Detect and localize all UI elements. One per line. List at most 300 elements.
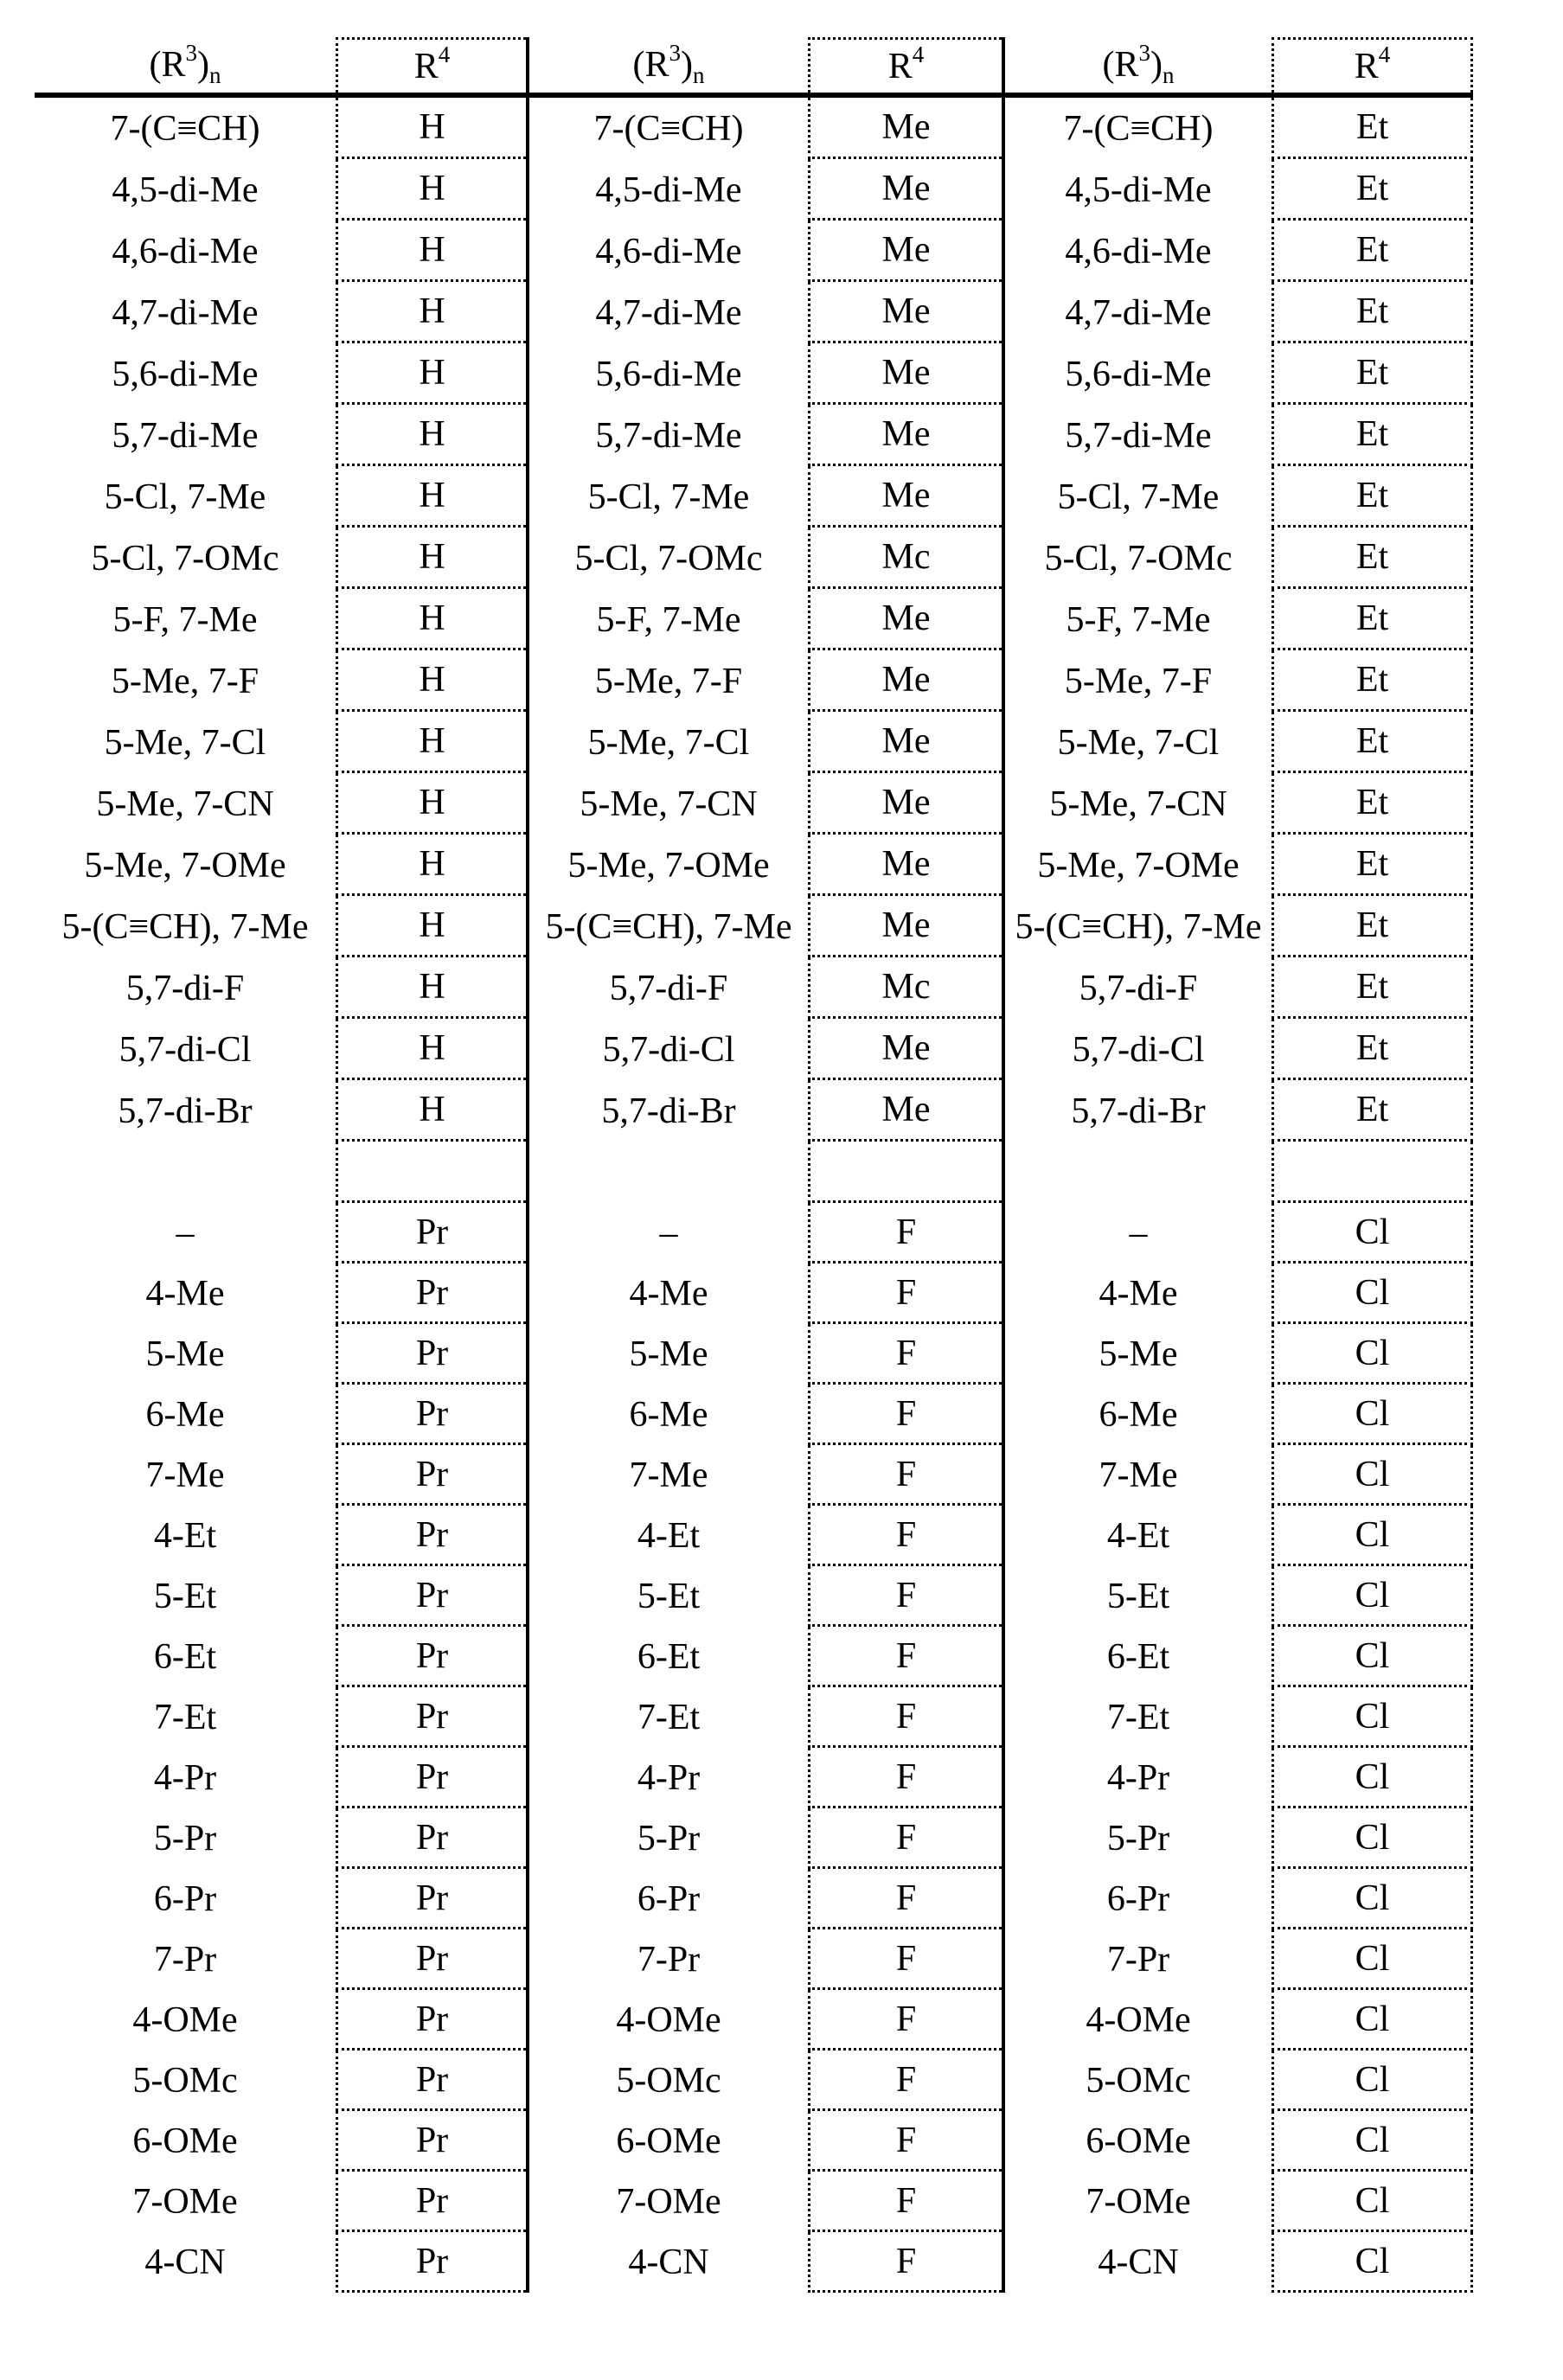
r4-value: Cl — [1355, 1514, 1390, 1555]
r3-substituent-value: 7-(C≡CH) — [1063, 108, 1214, 149]
r3-substituent-cell — [529, 896, 808, 957]
r3-substituent-cell — [35, 343, 336, 405]
r4-value: F — [895, 1212, 917, 1252]
r4-value-cell — [1272, 343, 1473, 405]
r4-value: F — [895, 1333, 917, 1373]
r3-substituent-cell — [529, 1385, 808, 1445]
r4-value: F — [895, 1514, 917, 1555]
r4-value: Et — [1355, 905, 1389, 945]
r4-value-cell — [1272, 159, 1473, 221]
r3-substituent-value: 5-Me, 7-F — [594, 661, 743, 701]
r3-substituent-cell — [1005, 2111, 1272, 2172]
r4-value-cell — [808, 1080, 1002, 1142]
r3-substituent-cell — [35, 282, 336, 343]
r4-value: Me — [881, 1090, 931, 1129]
r3-substituent-value: 6-Et — [1106, 1637, 1170, 1677]
r4-value: Cl — [1355, 1393, 1390, 1434]
r3-substituent-cell — [35, 1566, 336, 1627]
r4-value-cell — [808, 466, 1002, 528]
table-row — [529, 2172, 1002, 2232]
r4-value: Pr — [415, 1696, 449, 1737]
r3-substituent-value: 5-Et — [153, 1577, 217, 1616]
substituent-table-group — [1005, 37, 1473, 2293]
r3-substituent-cell — [529, 1808, 808, 1869]
r4-value-cell — [1272, 2172, 1473, 2232]
r3-substituent-value: 5-(C≡CH), 7-Me — [1015, 906, 1262, 947]
r3-substituent-cell — [1005, 343, 1272, 405]
table-row — [35, 1080, 526, 1142]
table-row — [529, 589, 1002, 650]
r3-substituent-value: 6-Et — [637, 1637, 701, 1677]
r3-substituent-value: 5-Me, 7-OMe — [84, 845, 286, 886]
r3-substituent-value: 7-Et — [1106, 1698, 1170, 1737]
r4-value-cell — [336, 1264, 526, 1324]
r3-substituent-cell — [35, 2111, 336, 2172]
r3-substituent-cell — [35, 159, 336, 221]
r4-value: Et — [1355, 476, 1389, 515]
r3-substituent-cell — [1005, 282, 1272, 343]
r3-substituent-value: 5,7-di-Cl — [119, 1029, 252, 1070]
r4-value-cell — [336, 1808, 526, 1869]
r4-value: Me — [881, 476, 931, 515]
r4-value: Cl — [1355, 1212, 1390, 1252]
r4-value: Et — [1355, 660, 1389, 700]
r3-substituent-value: – — [659, 1213, 678, 1253]
r4-value: F — [895, 1756, 917, 1797]
r4-value: Pr — [415, 1454, 449, 1494]
r3-substituent-value: 4-Pr — [153, 1758, 217, 1798]
r4-value-cell — [1272, 1445, 1473, 1506]
r4-value-cell — [808, 2232, 1002, 2293]
table-row — [529, 1019, 1002, 1080]
table-row — [529, 1203, 1002, 1264]
r4-value-cell — [1272, 896, 1473, 957]
r4-value: H — [419, 414, 445, 454]
r4-value: F — [895, 1938, 917, 1979]
header-text: ) — [1150, 45, 1163, 85]
r3-substituent-value: 5,7-di-Br — [1071, 1091, 1206, 1131]
r4-value: Pr — [415, 1817, 449, 1858]
table-row — [1005, 589, 1473, 650]
r3-substituent-cell — [35, 98, 336, 159]
r3-substituent-cell — [35, 2232, 336, 2293]
r4-value-cell — [1272, 98, 1473, 159]
r4-value: Pr — [415, 1938, 449, 1979]
r4-value-cell — [1272, 221, 1473, 282]
r3-substituent-cell — [529, 528, 808, 589]
r4-value: Et — [1355, 1028, 1389, 1068]
r4-value-cell — [808, 282, 1002, 343]
r3-substituent-cell — [529, 2051, 808, 2111]
table-row — [1005, 1808, 1473, 1869]
r4-value: Me — [881, 291, 931, 331]
r4-value-cell — [1272, 1264, 1473, 1324]
r3-substituent-cell — [529, 1019, 808, 1080]
r4-value: Cl — [1355, 1756, 1390, 1797]
r3n-column-header: (R $^3$ ) $_n$ — [149, 40, 221, 88]
r4-value: Mc — [881, 537, 931, 577]
table-row — [529, 1808, 1002, 1869]
table-row — [35, 282, 526, 343]
r4-value-cell — [1272, 1019, 1473, 1080]
spacer-row — [1005, 1142, 1473, 1203]
r4-value: Et — [1355, 721, 1389, 761]
r4-value: F — [895, 2180, 917, 2221]
table-row — [35, 957, 526, 1019]
r4-value-cell — [1272, 1324, 1473, 1385]
table-row — [35, 221, 526, 282]
r4-value: Pr — [415, 2120, 449, 2160]
r4-value: Me — [881, 353, 931, 393]
r4-value: F — [895, 1454, 917, 1494]
header-text: (R — [1102, 45, 1139, 85]
r3-substituent-value: 5-OMc — [616, 2061, 721, 2101]
r4-value-cell — [336, 2172, 526, 2232]
r3-substituent-value: 5,6-di-Me — [1065, 354, 1212, 394]
r3-substituent-value: 7-Pr — [1106, 1940, 1170, 1980]
table-row — [35, 1264, 526, 1324]
table-row — [35, 589, 526, 650]
r3-substituent-cell — [529, 98, 808, 159]
r3-substituent-value: 5-Me, 7-CN — [580, 784, 758, 824]
r3-substituent-value: 7-Me — [145, 1456, 225, 1495]
r3-substituent-value: 7-Pr — [153, 1940, 217, 1980]
r4-value: Pr — [415, 2059, 449, 2100]
r3-substituent-value: 5-Me, 7-Cl — [587, 722, 750, 763]
r3-substituent-cell — [35, 1019, 336, 1080]
header-text: (R — [149, 45, 186, 85]
r3-substituent-cell — [35, 528, 336, 589]
r3-substituent-value: 7-OMe — [1086, 2182, 1191, 2222]
r4-value: Pr — [415, 1999, 449, 2039]
r3-substituent-value: 4,6-di-Me — [595, 231, 742, 272]
r3-substituent-cell — [35, 1687, 336, 1748]
r4-value-cell — [808, 405, 1002, 466]
table-row — [1005, 835, 1473, 896]
r4-value-cell — [1272, 1929, 1473, 1990]
r3-substituent-cell — [1005, 221, 1272, 282]
table-row — [529, 1869, 1002, 1929]
r3-substituent-cell — [35, 466, 336, 528]
table-row — [529, 650, 1002, 712]
r3-substituent-cell — [35, 1748, 336, 1808]
r3-substituent-cell — [35, 650, 336, 712]
r3-substituent-value: 4,6-di-Me — [112, 231, 259, 272]
r4-value-cell — [336, 2051, 526, 2111]
r3-substituent-cell — [35, 1445, 336, 1506]
r4-value-cell — [336, 98, 526, 159]
r4-value-cell — [1272, 1080, 1473, 1142]
table-row — [529, 957, 1002, 1019]
r3-substituent-value: 4-Pr — [1106, 1758, 1170, 1798]
table-row — [529, 1566, 1002, 1627]
r4-value: F — [895, 1272, 917, 1313]
r3-substituent-cell — [1005, 650, 1272, 712]
table-row — [1005, 159, 1473, 221]
r4-value: Et — [1355, 783, 1389, 822]
r4-value: Pr — [415, 1878, 449, 1918]
r4-value: Cl — [1355, 2059, 1390, 2100]
r3-substituent-value: 7-Et — [153, 1698, 217, 1737]
r4-value-cell — [808, 1385, 1002, 1445]
r3-substituent-cell — [1005, 896, 1272, 957]
r3-substituent-cell — [35, 2051, 336, 2111]
r4-value-cell — [1272, 282, 1473, 343]
spacer-row — [529, 1142, 1002, 1203]
r3-substituent-value: 5-Cl, 7-Me — [1057, 477, 1220, 517]
table-row — [35, 2051, 526, 2111]
r4-value-cell — [1272, 1687, 1473, 1748]
r4-value-cell — [336, 282, 526, 343]
r4-value: Cl — [1355, 1817, 1390, 1858]
r3-substituent-cell — [1005, 2172, 1272, 2232]
r4-value: Cl — [1355, 1635, 1390, 1676]
r3-substituent-cell — [1005, 2232, 1272, 2293]
r3-substituent-cell — [1005, 1203, 1272, 1264]
r4-value: Et — [1355, 844, 1389, 884]
r3-substituent-cell — [35, 1203, 336, 1264]
r3-substituent-cell — [1005, 1445, 1272, 1506]
r3-substituent-cell — [529, 466, 808, 528]
r3-substituent-cell — [1005, 1808, 1272, 1869]
r4-value: Me — [881, 230, 931, 270]
r4-value: H — [419, 783, 445, 822]
r4-value-cell — [1272, 1385, 1473, 1445]
r3-substituent-cell — [1005, 1929, 1272, 1990]
table-row — [35, 528, 526, 589]
r4-value: H — [419, 1028, 445, 1068]
r3-substituent-cell — [1005, 1566, 1272, 1627]
table-row — [35, 466, 526, 528]
table-row — [529, 2111, 1002, 2172]
empty-cell — [529, 1142, 808, 1203]
r3-substituent-cell — [1005, 1869, 1272, 1929]
r4-value: Cl — [1355, 1575, 1390, 1615]
r4-value-cell — [808, 1566, 1002, 1627]
r4-value: Me — [881, 598, 931, 638]
table-row — [529, 1627, 1002, 1687]
r4-value-cell — [336, 1324, 526, 1385]
r4-value-cell — [1272, 773, 1473, 835]
r3-substituent-cell — [1005, 1627, 1272, 1687]
table-row — [1005, 650, 1473, 712]
table-row — [35, 1445, 526, 1506]
r3-substituent-value: 5-Me — [145, 1334, 225, 1374]
r3-substituent-cell — [1005, 835, 1272, 896]
table-row — [35, 2172, 526, 2232]
table-row — [529, 773, 1002, 835]
table-row — [35, 1869, 526, 1929]
r3-substituent-value: 7-Et — [637, 1698, 701, 1737]
r4-value: Et — [1355, 598, 1389, 638]
r4-value-cell — [808, 1264, 1002, 1324]
r4-value: Et — [1355, 1090, 1389, 1129]
table-row — [529, 1080, 1002, 1142]
r4-value-cell — [1272, 589, 1473, 650]
table-row — [1005, 1869, 1473, 1929]
r4-column-header: R $^4$ — [1272, 37, 1473, 93]
table-row — [1005, 1080, 1473, 1142]
r3-substituent-value: 5-F, 7-Me — [112, 599, 258, 640]
r4-value: H — [419, 660, 445, 700]
r3-substituent-value: 4-Pr — [637, 1758, 701, 1798]
r4-value: H — [419, 476, 445, 515]
table-row — [529, 2051, 1002, 2111]
table-row — [1005, 712, 1473, 773]
r3-substituent-cell — [1005, 1324, 1272, 1385]
r4-value: F — [895, 2059, 917, 2100]
r3-substituent-cell — [529, 2172, 808, 2232]
r4-value-cell — [808, 159, 1002, 221]
table-row — [529, 343, 1002, 405]
r3-substituent-value: 5,7-di-Me — [595, 415, 742, 456]
r3-substituent-cell — [35, 712, 336, 773]
table-row — [35, 159, 526, 221]
r4-value: Me — [881, 783, 931, 822]
r4-value-cell — [1272, 2051, 1473, 2111]
r4-value-cell — [1272, 1506, 1473, 1566]
r4-value-cell — [1272, 712, 1473, 773]
r3-substituent-cell — [35, 1385, 336, 1445]
table-row — [1005, 1929, 1473, 1990]
r3-substituent-cell — [529, 773, 808, 835]
r4-value: Cl — [1355, 2120, 1390, 2160]
r3-substituent-value: 5-Me, 7-OMe — [567, 845, 770, 886]
r3-substituent-value: 6-Pr — [153, 1879, 217, 1919]
r3-substituent-value: – — [1129, 1213, 1148, 1253]
r4-value-cell — [808, 1869, 1002, 1929]
r3-substituent-value: 4-OMe — [616, 2000, 721, 2040]
r4-value: Pr — [415, 2180, 449, 2221]
r3-substituent-value: 5-F, 7-Me — [1066, 599, 1211, 640]
r4-value-cell — [808, 1019, 1002, 1080]
r4-value: H — [419, 353, 445, 393]
r3-substituent-value: 4-Me — [145, 1274, 225, 1314]
r3-substituent-cell — [35, 773, 336, 835]
r4-value-cell — [808, 773, 1002, 835]
r4-value: Et — [1355, 291, 1389, 331]
r4-value-cell — [336, 2232, 526, 2293]
table-row — [529, 1264, 1002, 1324]
r4-value: Cl — [1355, 2241, 1390, 2281]
r4-value-cell — [808, 1990, 1002, 2051]
r3-substituent-cell — [1005, 528, 1272, 589]
r3-substituent-value: 5,6-di-Me — [112, 354, 259, 394]
r4-value-cell — [336, 343, 526, 405]
r4-value: H — [419, 107, 445, 147]
r3-substituent-cell — [35, 405, 336, 466]
empty-cell — [808, 1142, 1002, 1203]
substituent-table-group — [35, 37, 529, 2293]
r3-substituent-cell — [1005, 466, 1272, 528]
r3-substituent-cell — [1005, 589, 1272, 650]
substituent-table — [35, 37, 1473, 2293]
r4-value-cell — [808, 2172, 1002, 2232]
table-row — [1005, 1385, 1473, 1445]
table-row — [529, 159, 1002, 221]
r4-value: H — [419, 537, 445, 577]
r4-value: Me — [881, 844, 931, 884]
table-row — [35, 1324, 526, 1385]
r3-substituent-value: 5-Me, 7-Cl — [104, 722, 266, 763]
r4-value-cell — [808, 528, 1002, 589]
table-row — [1005, 896, 1473, 957]
r3-substituent-value: 5,7-di-Br — [118, 1091, 253, 1131]
r3-substituent-value: 5,7-di-F — [125, 968, 245, 1008]
r4-value-cell — [808, 1748, 1002, 1808]
table-row — [529, 282, 1002, 343]
r3-substituent-cell — [35, 1324, 336, 1385]
r4-value-cell — [336, 2111, 526, 2172]
header-row — [529, 37, 1002, 98]
r4-value-cell — [808, 712, 1002, 773]
r4-value-cell — [808, 1808, 1002, 1869]
r3-substituent-cell — [529, 1080, 808, 1142]
r3-substituent-value: 5-Me, 7-CN — [96, 784, 274, 824]
r4-value: F — [895, 1575, 917, 1615]
r3-substituent-cell — [1005, 159, 1272, 221]
r3-substituent-value: 6-Pr — [637, 1879, 701, 1919]
r4-value: Pr — [415, 1212, 449, 1252]
r3-substituent-cell — [1005, 1264, 1272, 1324]
r3-substituent-value: 4-CN — [1098, 2242, 1179, 2282]
table-row — [529, 712, 1002, 773]
r3-substituent-cell — [529, 1687, 808, 1748]
table-row — [35, 1748, 526, 1808]
r3-substituent-cell — [1005, 1080, 1272, 1142]
r4-value-cell — [808, 1627, 1002, 1687]
r3-substituent-value: 5-OMc — [1086, 2061, 1191, 2101]
r4-column-header: R $^4$ — [808, 37, 1002, 93]
r3-substituent-value: 6-OMe — [616, 2121, 721, 2161]
header-text: R — [1354, 46, 1379, 86]
table-row — [35, 1385, 526, 1445]
r3-substituent-cell — [529, 221, 808, 282]
table-row — [1005, 282, 1473, 343]
empty-cell — [336, 1142, 526, 1203]
r3-substituent-cell — [529, 1264, 808, 1324]
table-row — [529, 466, 1002, 528]
r3-substituent-cell — [1005, 1385, 1272, 1445]
r3-substituent-value: 7-OMe — [132, 2182, 238, 2222]
r3-substituent-value: 4,5-di-Me — [112, 170, 259, 210]
table-row — [529, 835, 1002, 896]
r4-value-cell — [336, 1990, 526, 2051]
r4-value: F — [895, 2120, 917, 2160]
r3-substituent-cell — [529, 1748, 808, 1808]
r3-substituent-cell — [1005, 1748, 1272, 1808]
table-row — [1005, 1748, 1473, 1808]
r3-substituent-cell — [529, 1445, 808, 1506]
r3-substituent-value: 5-(C≡CH), 7-Me — [545, 906, 792, 947]
table-row — [1005, 466, 1473, 528]
r3-substituent-value: 5-Pr — [153, 1819, 217, 1859]
table-row — [35, 1506, 526, 1566]
r3-substituent-cell — [529, 1990, 808, 2051]
r4-value-cell — [808, 1929, 1002, 1990]
r3-substituent-value: 7-Me — [1099, 1456, 1178, 1495]
table-row — [529, 2232, 1002, 2293]
r4-value-cell — [336, 1445, 526, 1506]
r3-substituent-cell — [529, 589, 808, 650]
table-row — [529, 1748, 1002, 1808]
r3-substituent-value: 5,7-di-Cl — [1072, 1029, 1205, 1070]
r4-value: Me — [881, 1028, 931, 1068]
r3-substituent-value: 6-OMe — [1086, 2121, 1191, 2161]
r3-substituent-value: 4,7-di-Me — [595, 292, 742, 333]
r4-value: Cl — [1355, 1999, 1390, 2039]
r3-substituent-value: 6-Me — [1099, 1395, 1178, 1435]
